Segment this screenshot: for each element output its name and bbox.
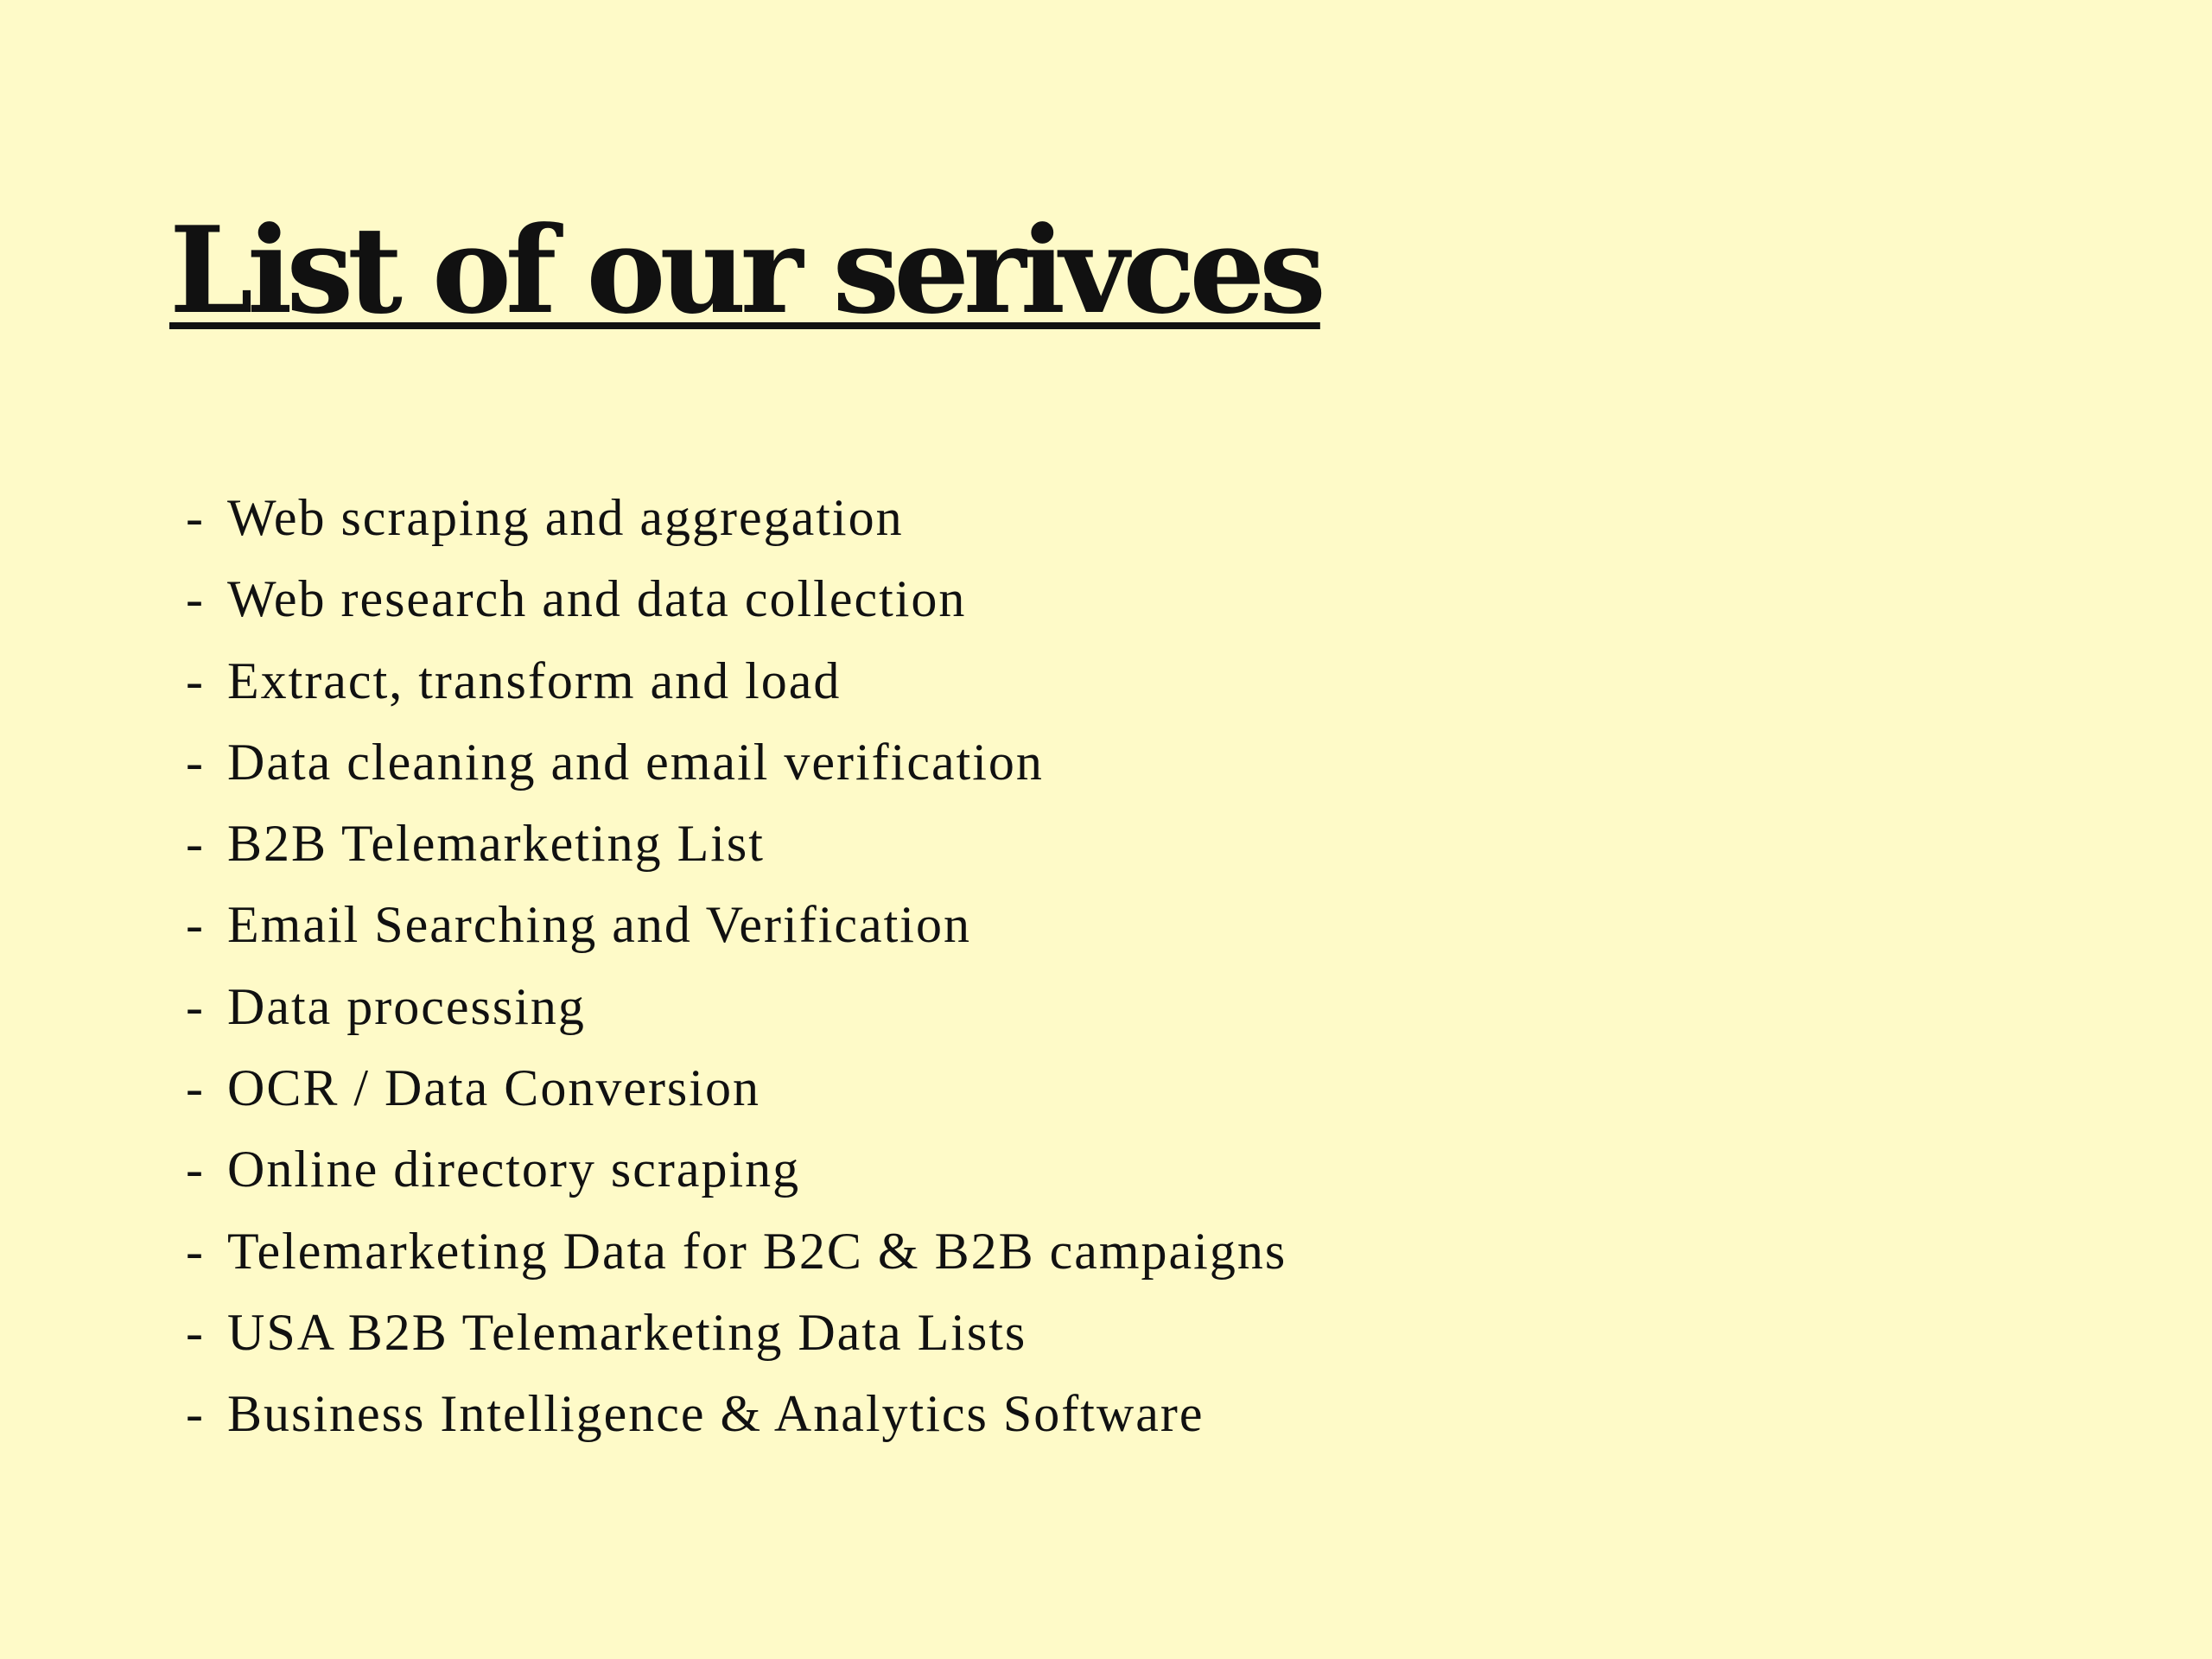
list-item: [186, 1211, 1287, 1292]
bullet-dash: -: [186, 977, 205, 1035]
list-item: [186, 640, 1287, 721]
list-item-text: Telemarketing Data for B2C & B2B campaigns: [227, 1222, 1287, 1280]
bullet-dash: -: [186, 896, 205, 954]
bullet-dash: -: [186, 1222, 205, 1280]
list-item-text: USA B2B Telemarketing Data Lists: [227, 1303, 1027, 1361]
list-item-text: B2B Telemarketing List: [227, 815, 765, 873]
list-item-text: Web research and data collection: [227, 570, 967, 628]
bullet-dash: -: [186, 815, 205, 873]
list-item: [186, 966, 1287, 1047]
list-item-text: OCR / Data Conversion: [227, 1059, 760, 1117]
page-title: List of our serivces: [169, 200, 1320, 340]
list-item: [186, 803, 1287, 884]
bullet-dash: -: [186, 489, 205, 546]
list-item: [186, 721, 1287, 803]
list-item: [186, 1292, 1287, 1373]
list-item: [186, 1128, 1287, 1210]
list-item: [186, 477, 1287, 558]
list-item-text: Web scraping and aggregation: [227, 489, 904, 546]
bullet-dash: -: [186, 733, 205, 791]
list-item: [186, 558, 1287, 639]
list-item-text: Data cleaning and email verification: [227, 733, 1044, 791]
list-item-text: Email Searching and Verification: [227, 896, 971, 954]
bullet-dash: -: [186, 1303, 205, 1361]
services-list: [186, 477, 1287, 1455]
list-item-text: Business Intelligence & Analytics Software: [227, 1385, 1205, 1443]
bullet-dash: -: [186, 1385, 205, 1443]
bullet-dash: -: [186, 1059, 205, 1117]
bullet-dash: -: [186, 1141, 205, 1198]
list-item-text: Extract, transform and load: [227, 652, 842, 709]
bullet-dash: -: [186, 652, 205, 709]
list-item-text: Online directory scraping: [227, 1141, 801, 1198]
bullet-dash: -: [186, 570, 205, 628]
list-item: [186, 1047, 1287, 1128]
list-item-text: Data processing: [227, 977, 586, 1035]
list-item: [186, 884, 1287, 965]
list-item: [186, 1373, 1287, 1454]
